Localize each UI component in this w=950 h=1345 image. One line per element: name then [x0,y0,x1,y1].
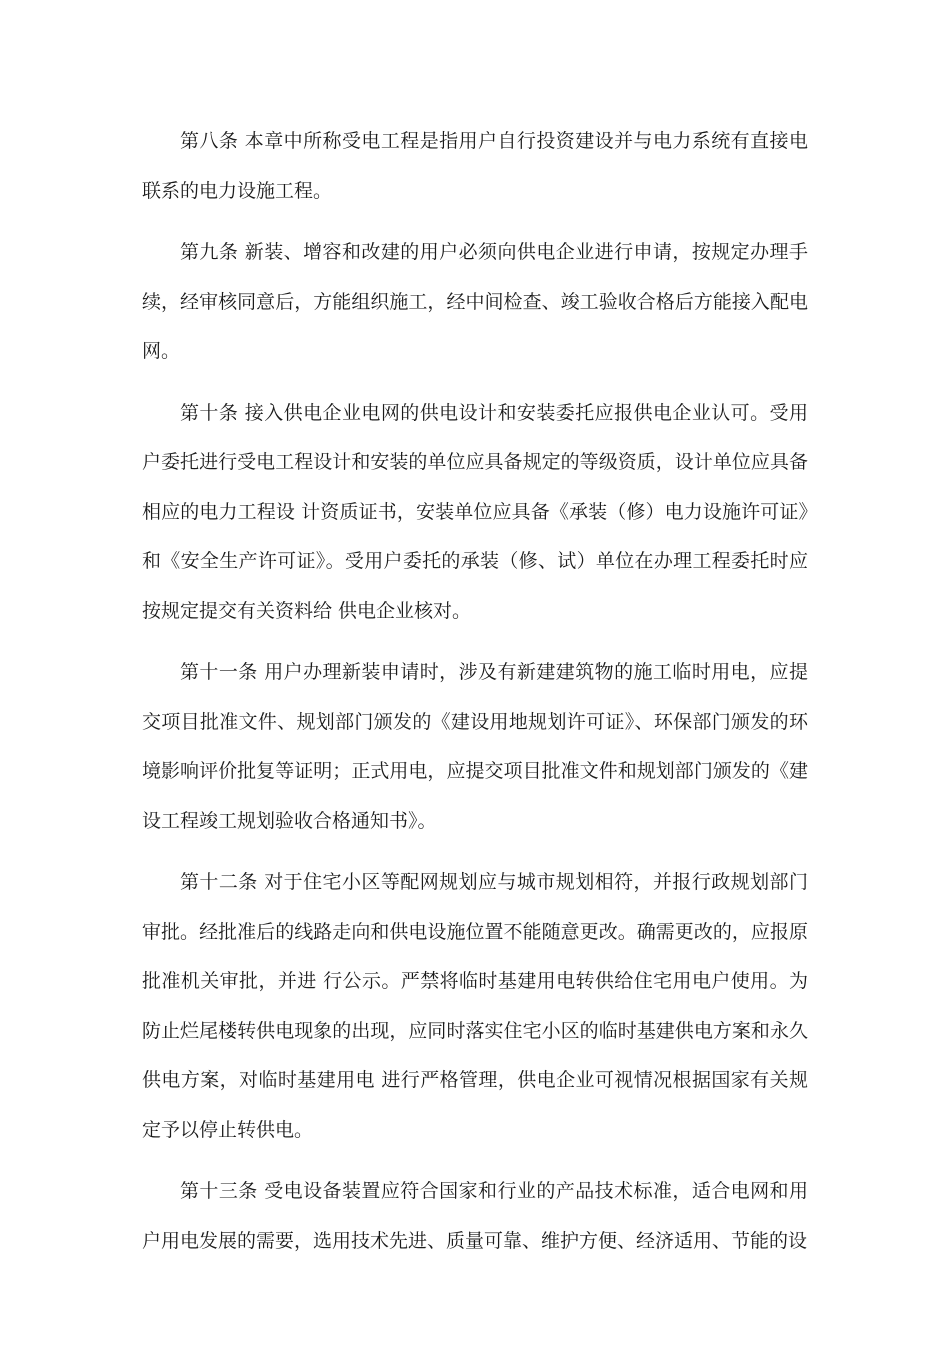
article-10-paragraph: 第十条 接入供电企业电网的供电设计和安装委托应报供电企业认可。受用户委托进行受电工程设计和安装的单位应具备规定的等级资质，设计单位应具备相应的电力工程设 计资质证书，安装单位应具备《承装（修）电力设施许可证》和《安全生产许可证》。受用户委托的承装（修、试）单位在办理工程委托时应按规定提交有关资料给 供电企业核对。 [142,401,808,622]
article-9-paragraph: 第九条 新装、增容和改建的用户必须向供电企业进行申请，按规定办理手续，经审核同意后，方能组织施工，经中间检查、竣工验收合格后方能接入配电网。 [142,241,808,362]
article-8-paragraph: 第八条 本章中所称受电工程是指用户自行投资建设并与电力系统有直接电联系的电力设施工程。 [142,130,808,202]
article-13-paragraph: 第十三条 受电设备装置应符合国家和行业的产品技术标准，适合电网和用户用电发展的需要，选用技术先进、质量可靠、维护方便、经济适用、节能的设 [142,1180,808,1252]
article-12-paragraph: 第十二条 对于住宅小区等配网规划应与城市规划相符，并报行政规划部门审批。经批准后的线路走向和供电设施位置不能随意更改。确需更改的，应报原批准机关审批，并进 行公示。严禁将临时基建用电转供给住宅用电户使用。为防止烂尾楼转供电现象的出现，应同时落实住宅小区的临时基建供电方案和永久供电方案，对临时基建用电 进行严格管理，供电企业可视情况根据国家有关规定予以停止转供电。 [142,871,808,1141]
article-11-paragraph: 第十一条 用户办理新装申请时，涉及有新建建筑物的施工临时用电，应提交项目批准文件、规划部门颁发的《建设用地规划许可证》、环保部门颁发的环境影响评价批复等证明；正式用电，应提交项目批准文件和规划部门颁发的《建设工程竣工规划验收合格通知书》。 [142,661,808,832]
